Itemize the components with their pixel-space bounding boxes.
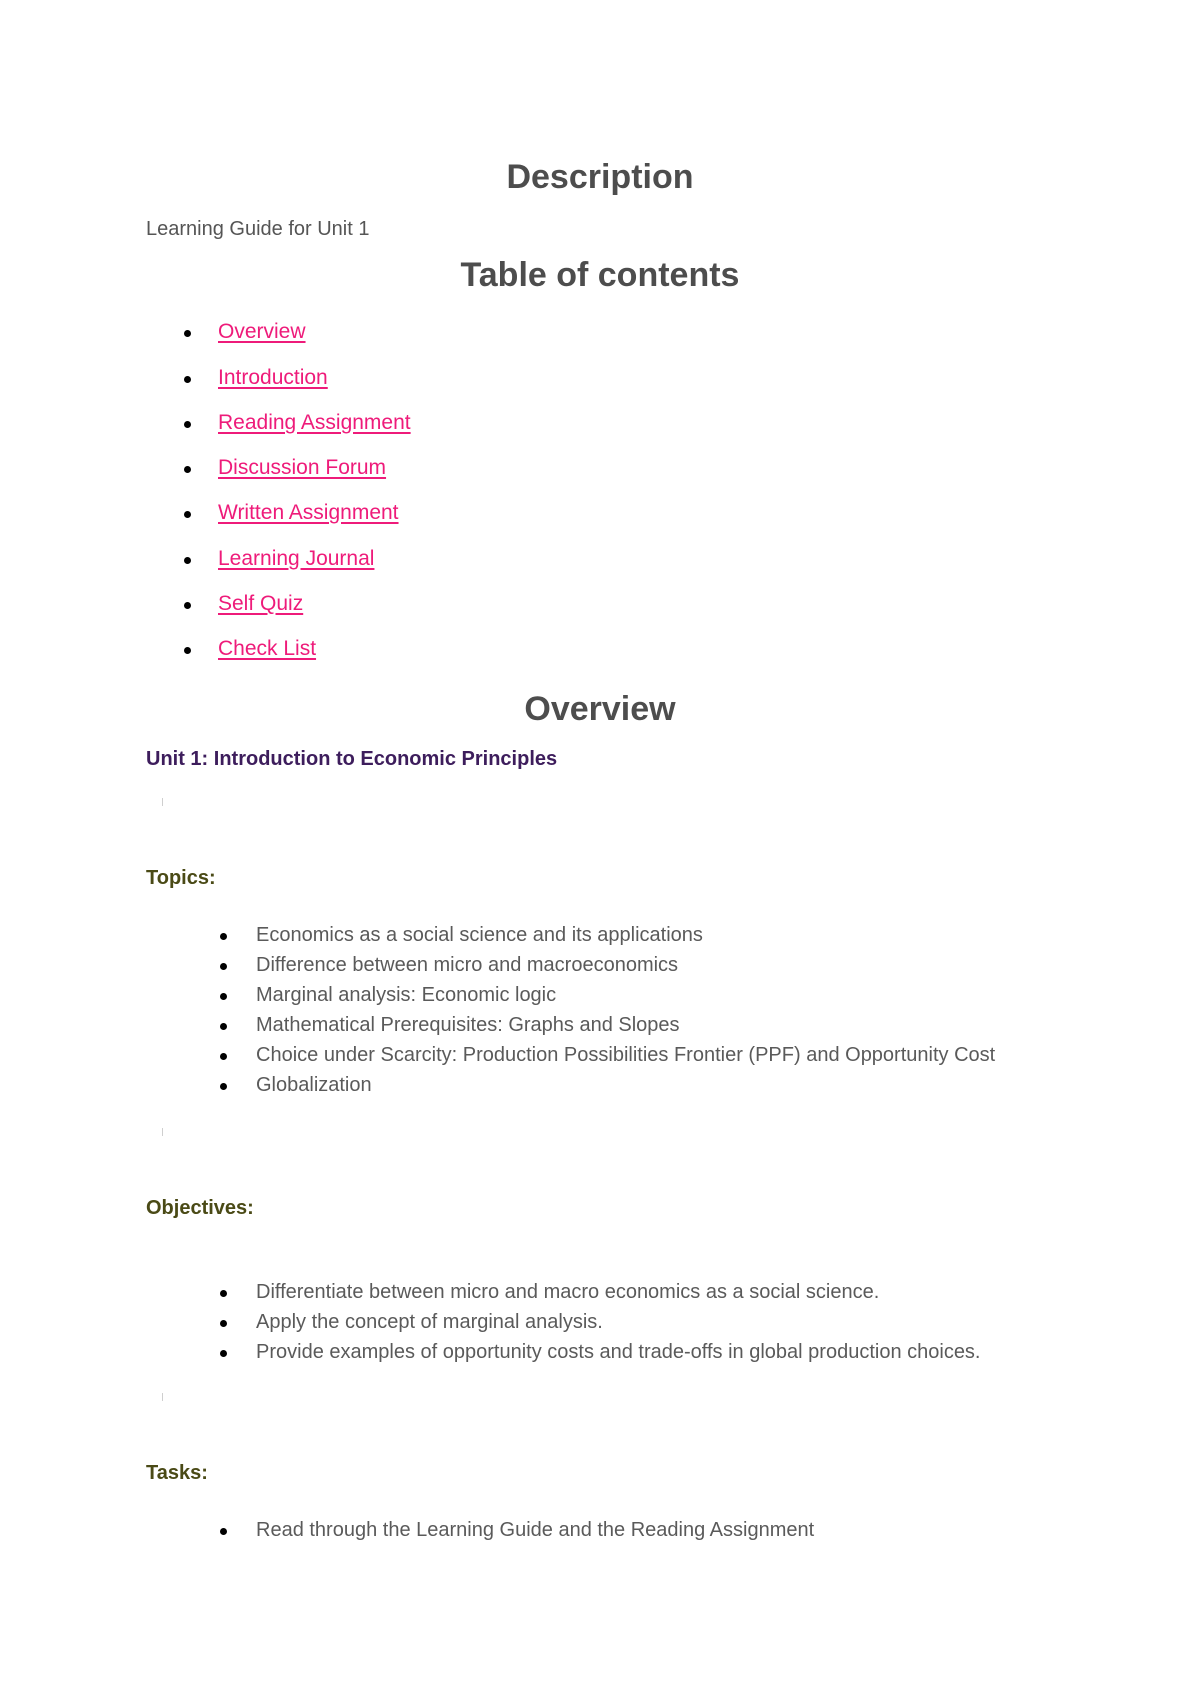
bullet-icon: [220, 1083, 227, 1090]
toc-link-discussion-forum[interactable]: Discussion Forum: [218, 456, 387, 479]
bullet-icon: [220, 1350, 227, 1357]
bullet-icon: [220, 1290, 227, 1297]
toc-link-overview[interactable]: Overview: [218, 320, 306, 343]
bullet-icon: [220, 1320, 227, 1327]
separator-mark: [162, 798, 163, 806]
toc-link-check-list[interactable]: Check List: [218, 637, 317, 660]
toc-link-introduction[interactable]: Introduction: [218, 366, 328, 389]
topics-label: Topics:: [146, 867, 216, 889]
separator-mark: [162, 1128, 163, 1136]
bullet-icon: [220, 1023, 227, 1030]
bullet-icon: [184, 647, 191, 654]
objectives-label: Objectives:: [146, 1197, 254, 1219]
task-text: Read through the Learning Guide and the Reading Assignment: [256, 1519, 815, 1541]
bullet-icon: [184, 557, 191, 564]
bullet-icon: [184, 466, 191, 473]
topic-text: Globalization: [256, 1074, 372, 1096]
unit-title: Unit 1: Introduction to Economic Principles: [146, 748, 558, 770]
separator-mark: [162, 1393, 163, 1401]
overview-heading: Overview: [524, 690, 676, 728]
toc-link-self-quiz[interactable]: Self Quiz: [218, 592, 304, 615]
objective-text: Apply the concept of marginal analysis.: [256, 1311, 603, 1333]
topic-text: Marginal analysis: Economic logic: [256, 984, 557, 1006]
bullet-icon: [220, 933, 227, 940]
bullet-icon: [220, 963, 227, 970]
toc-link-written-assignment[interactable]: Written Assignment: [218, 501, 399, 524]
toc-link-learning-journal[interactable]: Learning Journal: [218, 547, 375, 570]
bullet-icon: [184, 421, 191, 428]
bullet-icon: [184, 330, 191, 337]
bullet-icon: [184, 602, 191, 609]
page-subtitle: Learning Guide for Unit 1: [146, 218, 370, 240]
bullet-icon: [184, 511, 191, 518]
topic-text: Difference between micro and macroeconomics: [256, 954, 679, 976]
bullet-icon: [220, 1528, 227, 1535]
topic-text: Mathematical Prerequisites: Graphs and Slopes: [256, 1014, 680, 1036]
bullet-icon: [184, 376, 191, 383]
page-title: Description: [506, 158, 694, 196]
toc-heading: Table of contents: [460, 256, 740, 294]
topic-text: Economics as a social science and its applications: [256, 924, 703, 946]
objective-text: Provide examples of opportunity costs and trade-offs in global production choices.: [256, 1341, 981, 1363]
toc-link-reading-assignment[interactable]: Reading Assignment: [218, 411, 411, 434]
tasks-label: Tasks:: [146, 1462, 208, 1484]
topic-text: Choice under Scarcity: Production Possibilities Frontier (PPF) and Opportunity Cost: [256, 1044, 996, 1066]
bullet-icon: [220, 993, 227, 1000]
bullet-icon: [220, 1053, 227, 1060]
objective-text: Differentiate between micro and macro economics as a social science.: [256, 1281, 880, 1303]
